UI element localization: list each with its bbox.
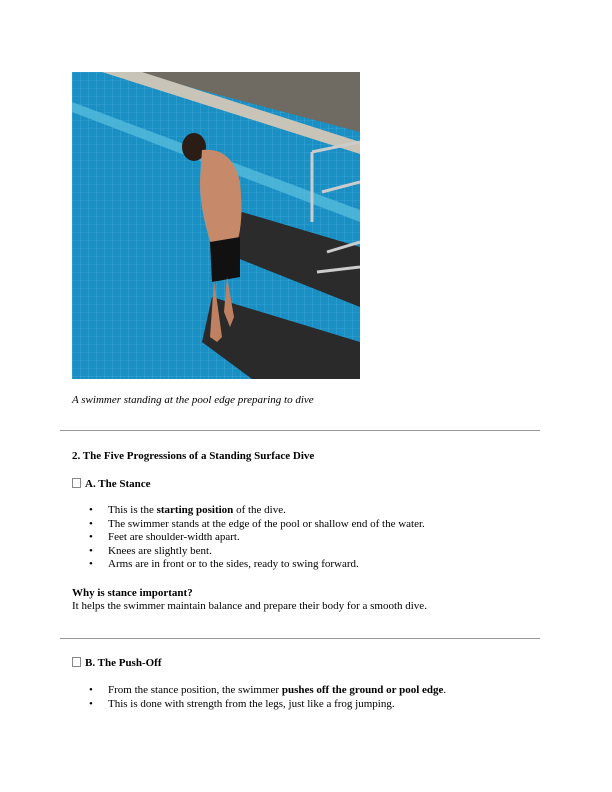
why-text: It helps the swimmer maintain balance and prepare their body for a smooth dive. xyxy=(72,600,427,612)
list-item: • This is done with strength from the legs, just like a frog jumping. xyxy=(72,698,446,712)
pushoff-list xyxy=(72,684,446,711)
list-item: • Arms are in front or to the sides, ready to swing forward. xyxy=(72,558,425,572)
stance-heading-text: A. The Stance xyxy=(85,478,151,490)
photo-caption: A swimmer standing at the pool edge preparing to dive xyxy=(72,394,314,406)
pushoff-heading-text: B. The Push-Off xyxy=(85,657,162,669)
checkbox-glyph-icon xyxy=(72,478,81,488)
checkbox-glyph-icon xyxy=(72,657,81,667)
divider xyxy=(60,638,540,639)
list-item: • Feet are shoulder-width apart. xyxy=(72,531,425,545)
stance-list xyxy=(72,504,425,572)
list-item: • The swimmer stands at the edge of the pool or shallow end of the water. xyxy=(72,518,425,532)
list-item: • From the stance position, the swimmer pushes off the ground or pool edge. xyxy=(72,684,446,698)
list-item: • Knees are slightly bent. xyxy=(72,545,425,559)
stance-heading xyxy=(72,478,151,490)
list-item: • This is the starting position of the dive. xyxy=(72,504,425,518)
section-title: 2. The Five Progressions of a Standing Surface Dive xyxy=(72,450,315,462)
why-heading: Why is stance important? xyxy=(72,587,193,599)
divider xyxy=(60,430,540,431)
swimmer-photo xyxy=(72,72,360,379)
pushoff-heading xyxy=(72,657,162,669)
